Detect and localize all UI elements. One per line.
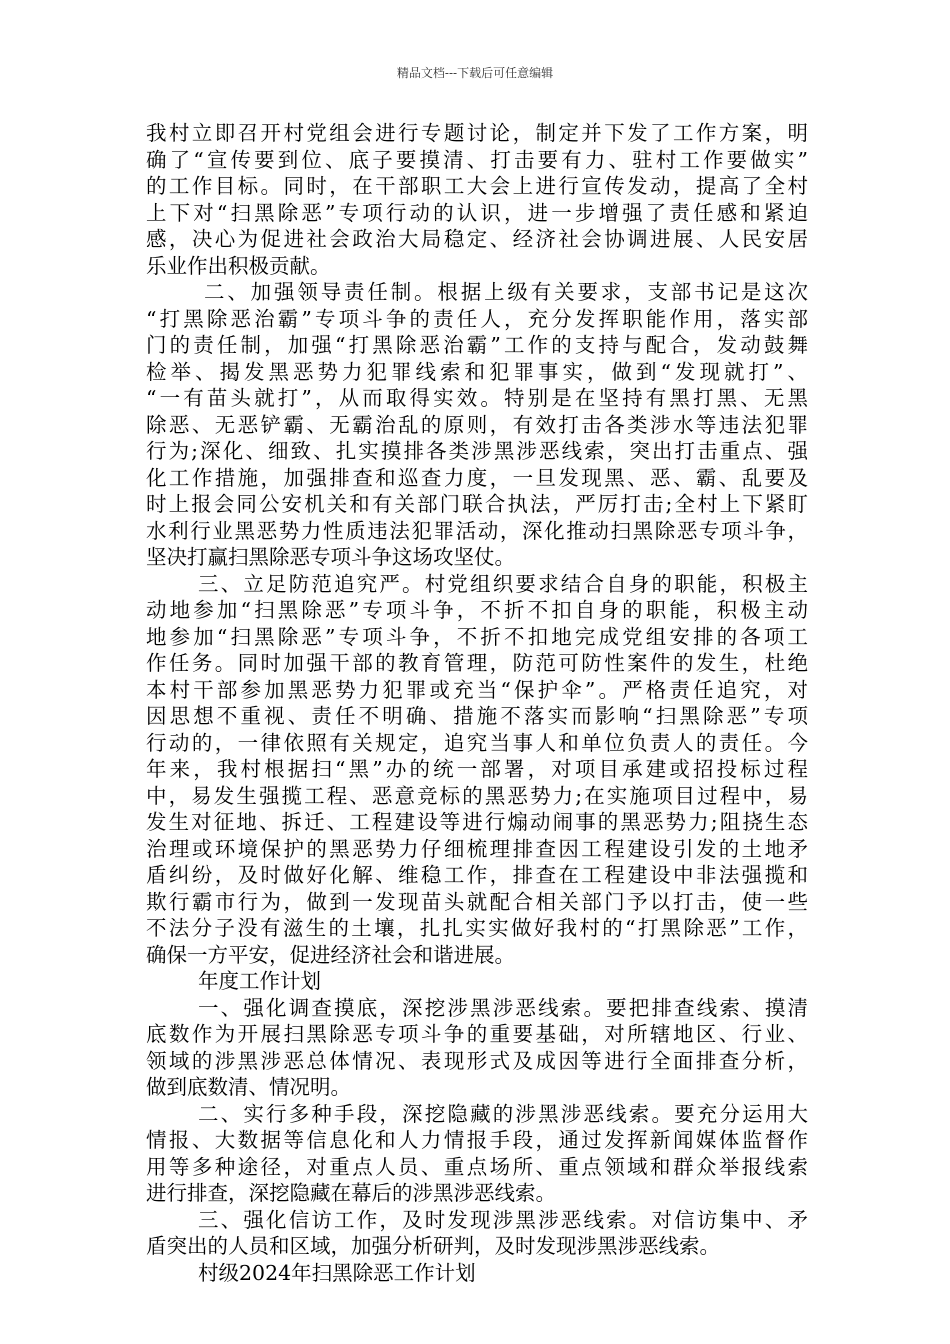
text-line: 门的责任制，加强“打黑除恶治霸”工作的支持与配合，发动鼓舞 <box>146 333 808 357</box>
paragraph-start: 三、强化信访工作，及时发现涉黑涉恶线索。对信访集中、矛 <box>198 1207 808 1232</box>
paragraph-start: 二、加强领导责任制。根据上级有关要求，支部书记是这次 <box>204 280 808 304</box>
text-line: 上下对“扫黑除恶”专项行动的认识，进一步增强了责任感和紧迫 <box>146 200 808 225</box>
text-line: 地参加“扫黑除恶”专项斗争，不折不扣地完成党组安排的各项工 <box>146 624 808 649</box>
text-line: “打黑除恶治霸”专项斗争的责任人，充分发挥职能作用，落实部 <box>146 306 808 331</box>
text-line: 进行排查，深挖隐藏在幕后的涉黑涉恶线索。 <box>146 1181 556 1205</box>
section-heading: 村级2024年扫黑除恶工作计划 <box>198 1260 476 1285</box>
text-line: 盾突出的人员和区域，加强分析研判，及时发现涉黑涉恶线索。 <box>146 1234 720 1258</box>
text-line: 治理或环境保护的黑恶势力仔细梳理排查因工程建设引发的土地矛 <box>146 836 808 861</box>
text-line: 乐业作出积极贡献。 <box>146 253 331 278</box>
text-line: 水利行业黑恶势力性质违法犯罪活动，深化推动扫黑除恶专项斗争， <box>146 518 808 543</box>
text-line: 作任务。同时加强干部的教育管理，防范可防性案件的发生，杜绝 <box>146 651 808 675</box>
text-line: 的工作目标。同时，在干部职工大会上进行宣传发动，提高了全村 <box>146 174 808 198</box>
text-line: 用等多种途径，对重点人员、重点场所、重点领域和群众举报线索 <box>146 1154 808 1179</box>
paragraph-start: 一、强化调查摸底，深挖涉黑涉恶线索。要把排查线索、摸清 <box>198 995 808 1020</box>
text-line: 底数作为开展扫黑除恶专项斗争的重要基础，对所辖地区、行业、 <box>146 1022 808 1046</box>
text-line: “一有苗头就打”，从而取得实效。特别是在坚持有黑打黑、无黑 <box>146 386 808 410</box>
text-line: 盾纠纷，及时做好化解、维稳工作，排查在工程建设中非法强揽和 <box>146 863 808 887</box>
text-line: 动地参加“扫黑除恶”专项斗争，不折不扣自身的职能，积极主动 <box>146 598 808 622</box>
text-line: 确了“宣传要到位、底子要摸清、打击要有力、驻村工作要做实” <box>146 147 808 172</box>
text-line: 时上报会同公安机关和有关部门联合执法，严厉打击;全村上下紧盯 <box>146 492 808 516</box>
text-line: 化工作措施，加强排查和巡查力度，一旦发现黑、恶、霸、乱要及 <box>146 465 808 490</box>
text-line: 欺行霸市行为，做到一发现苗头就配合相关部门予以打击，使一些 <box>146 889 808 914</box>
page-header: 精品文档---下载后可任意编辑 <box>396 66 554 80</box>
text-line: 坚决打赢扫黑除恶专项斗争这场攻坚仗。 <box>146 545 515 569</box>
text-line: 中，易发生强揽工程、恶意竞标的黑恶势力;在实施项目过程中，易 <box>146 783 808 808</box>
text-line: 情报、大数据等信息化和人力情报手段，通过发挥新闻媒体监督作 <box>146 1128 808 1152</box>
text-line: 检举、揭发黑恶势力犯罪线索和犯罪事实，做到“发现就打”、 <box>146 359 808 384</box>
text-line: 不法分子没有滋生的土壤，扎扎实实做好我村的“打黑除恶”工作， <box>146 916 808 940</box>
text-line: 确保一方平安，促进经济社会和谐进展。 <box>146 942 515 967</box>
document-body <box>146 120 808 1286</box>
section-heading: 年度工作计划 <box>198 969 321 993</box>
text-line: 本村干部参加黑恶势力犯罪或充当“保护伞”。严格责任追究，对 <box>146 677 808 702</box>
text-line: 做到底数清、情况明。 <box>146 1075 351 1099</box>
text-line: 除恶、无恶铲霸、无霸治乱的原则，有效打击各类涉水等违法犯罪 <box>146 412 808 437</box>
text-line: 行动的，一律依照有关规定，追究当事人和单位负责人的责任。今 <box>146 730 808 755</box>
text-line: 感，决心为促进社会政治大局稳定、经济社会协调进展、人民安居 <box>146 227 808 251</box>
text-line: 行为;深化、细致、扎实摸排各类涉黑涉恶线索，突出打击重点、强 <box>146 439 808 463</box>
paragraph-start: 三、立足防范追究严。村党组织要求结合自身的职能，积极主 <box>198 571 808 596</box>
text-line: 领域的涉黑涉恶总体情况、表现形式及成因等进行全面排查分析， <box>146 1048 808 1073</box>
text-line: 发生对征地、拆迁、工程建设等进行煽动闹事的黑恶势力;阻挠生态 <box>146 810 808 834</box>
text-line: 年来，我村根据扫“黑”办的统一部署，对项目承建或招投标过程 <box>146 757 808 781</box>
text-line: 因思想不重视、责任不明确、措施不落实而影响“扫黑除恶”专项 <box>146 704 808 728</box>
text-line: 我村立即召开村党组会进行专题讨论，制定并下发了工作方案，明 <box>146 121 808 145</box>
paragraph-start: 二、实行多种手段，深挖隐藏的涉黑涉恶线索。要充分运用大 <box>198 1101 808 1126</box>
